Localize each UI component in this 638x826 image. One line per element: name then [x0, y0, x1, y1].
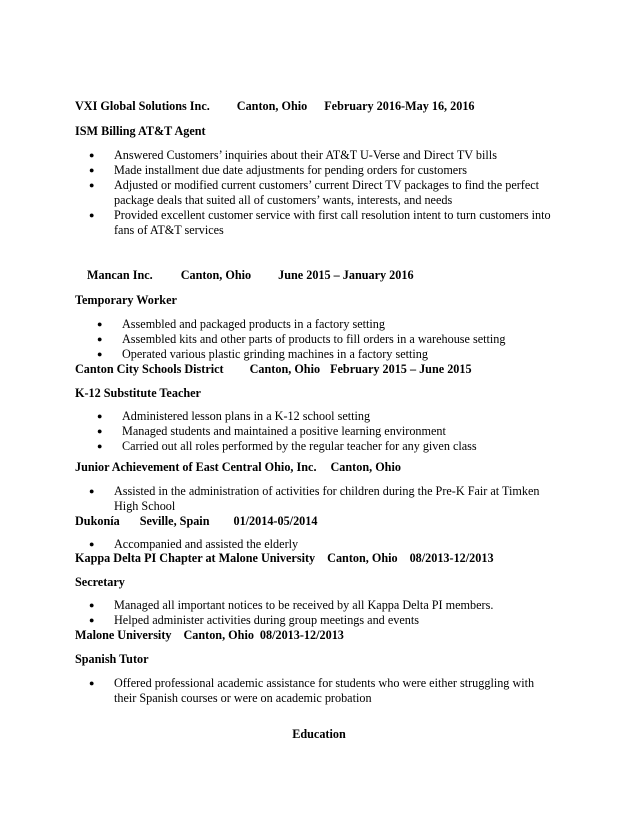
job-dates: 01/2014-05/2014 — [233, 514, 318, 528]
job-location: Seville, Spain — [139, 514, 210, 528]
job-dates: February 2016-May 16, 2016 — [324, 99, 475, 113]
company-name: Dukonía — [75, 514, 120, 528]
education-heading: Education — [292, 727, 346, 741]
list-item: ● Assembled kits and other parts of products to fill orders in a warehouse setting — [97, 332, 567, 347]
job-header-vxi — [75, 99, 475, 114]
list-item: ● Assisted in the administration of activities for children during the Pre-K Fair at Timken High School — [89, 484, 559, 514]
duty-list — [89, 148, 569, 238]
job-dates: 08/2013-12/2013 — [409, 551, 494, 565]
list-item: ● Helped administer activities during group meetings and events — [89, 613, 559, 628]
list-item: ● Offered professional academic assistance for students who were either struggling with their Spanish courses or were on academic probation — [89, 676, 559, 706]
duty-list — [89, 484, 559, 514]
list-item: ● Assembled and packaged products in a factory setting — [97, 317, 567, 332]
list-item: ● Provided excellent customer service with first call resolution intent to turn customers into fans of AT&T services — [89, 208, 569, 238]
list-item: ● Answered Customers’ inquiries about their AT&T U-Verse and Direct TV bills — [89, 148, 569, 163]
job-header-kappa-delta-pi — [75, 551, 494, 566]
job-title: K-12 Substitute Teacher — [75, 386, 201, 400]
list-item: ● Managed all important notices to be received by all Kappa Delta PI members. — [89, 598, 559, 613]
duty-list — [89, 676, 559, 706]
job-header-junior-achievement — [75, 460, 401, 475]
duty-list — [97, 409, 567, 454]
duty-list — [89, 598, 559, 628]
duty-list — [89, 537, 559, 552]
company-name: Junior Achievement of East Central Ohio, Inc. — [75, 460, 317, 474]
company-name: VXI Global Solutions Inc. — [75, 99, 210, 113]
duty-list — [97, 317, 567, 362]
job-title: Secretary — [75, 575, 125, 589]
job-dates: February 2015 – June 2015 — [330, 362, 472, 376]
job-dates: June 2015 – January 2016 — [278, 268, 414, 282]
job-location: Canton, Ohio — [327, 551, 398, 565]
list-item: ● Carried out all roles performed by the regular teacher for any given class — [97, 439, 567, 454]
list-item: ● Operated various plastic grinding machines in a factory setting — [97, 347, 567, 362]
job-header-canton-schools — [75, 362, 472, 377]
job-title: Spanish Tutor — [75, 652, 149, 666]
job-location: Canton, Ohio — [330, 460, 401, 474]
job-title: Temporary Worker — [75, 293, 177, 307]
job-location: Canton, Ohio — [249, 362, 321, 376]
company-name: Kappa Delta PI Chapter at Malone University — [75, 551, 316, 565]
list-item: ● Accompanied and assisted the elderly — [89, 537, 559, 552]
job-location: Canton, Ohio — [236, 99, 308, 113]
job-header-dukonia — [75, 514, 317, 529]
job-header-malone-university — [75, 628, 344, 643]
job-title: ISM Billing AT&T Agent — [75, 124, 206, 138]
list-item: ● Administered lesson plans in a K-12 school setting — [97, 409, 567, 424]
job-location: Canton, Ohio — [183, 628, 254, 642]
company-name: Canton City Schools District — [75, 362, 224, 376]
list-item: ● Adjusted or modified current customers’ current Direct TV packages to find the perfect package deals that suited all of customers’ wants, interests, and needs — [89, 178, 569, 208]
list-item: ● Managed students and maintained a positive learning environment — [97, 424, 567, 439]
job-location: Canton, Ohio — [180, 268, 252, 282]
job-header-mancan — [87, 268, 414, 283]
company-name: Malone University — [75, 628, 172, 642]
company-name: Mancan Inc. — [87, 268, 153, 282]
job-dates: 08/2013-12/2013 — [259, 628, 344, 642]
list-item: ● Made installment due date adjustments for pending orders for customers — [89, 163, 569, 178]
